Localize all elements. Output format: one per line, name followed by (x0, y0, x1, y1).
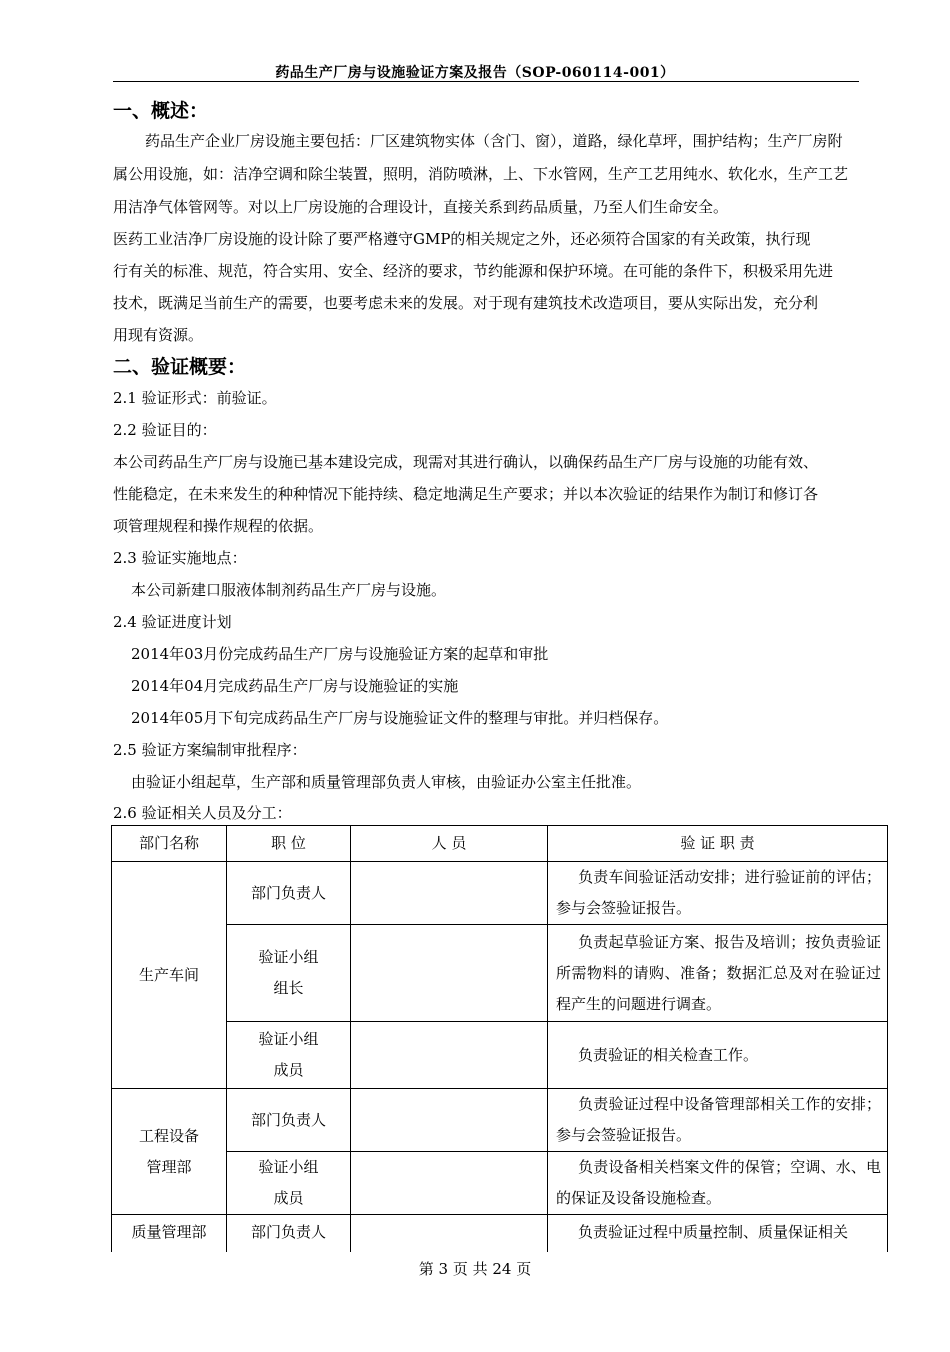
para1-line2: 属公用设施，如：洁净空调和除尘装置，照明，消防喷淋，上、下水管网，生产工艺用纯水、软化水，生产工艺 (113, 165, 849, 183)
s23-line: 2.3 验证实施地点： (113, 549, 247, 567)
dept-line: 管理部 (146, 1157, 192, 1176)
para1-line3: 用洁净气体管网等。对以上厂房设施的合理设计，直接关系到药品质量，乃至人们生命安全。 (113, 198, 729, 216)
s22-text-line3: 项管理规程和操作规程的依据。 (113, 517, 324, 535)
th-position: 职 位 (227, 826, 351, 862)
position-line: 成员 (273, 1061, 304, 1079)
dept-line: 工程设备 (138, 1126, 199, 1145)
s24-item-2: 2014年04月完成药品生产厂房与设施验证的实施 (131, 677, 459, 695)
duty-text: 负责车间验证活动安排；进行验证前的评估；参与会签验证报告。 (556, 868, 881, 917)
dept-production: 生产车间 (112, 862, 227, 1089)
position-cell (227, 1152, 351, 1215)
duty-text: 负责验证的相关检查工作。 (578, 1045, 759, 1064)
s21-line: 2.1 验证形式：前验证。 (113, 389, 277, 407)
duty-text: 负责验证过程中质量控制、质量保证相关 (578, 1223, 849, 1241)
table-row (112, 1022, 888, 1089)
table-header-row (112, 826, 888, 862)
s22-line: 2.2 验证目的： (113, 421, 217, 439)
duty-cell (548, 1152, 888, 1215)
table-row (112, 862, 888, 925)
s25-text: 由验证小组起草，生产部和质量管理部负责人审核，由验证办公室主任批准。 (131, 773, 642, 791)
duty-text: 负责起草验证方案、报告及培训；按负责验证所需物料的请购、准备；数据汇总及对在验证过程产生的问题进行调查。 (556, 932, 881, 1013)
duty-cell (548, 862, 888, 925)
s22-text-line1: 本公司药品生产厂房与设施已基本建设完成，现需对其进行确认，以确保药品生产厂房与设施的功能有效、 (113, 453, 819, 471)
dept-quality: 质量管理部 (112, 1215, 227, 1275)
position-cell (227, 1022, 351, 1089)
header-title: 药品生产厂房与设施验证方案及报告（SOP-060114-001） (275, 65, 675, 81)
para2-line2: 行有关的标准、规范，符合实用、安全、经济的要求，节约能源和保护环境。在可能的条件下，积极采用先进 (113, 262, 834, 280)
position-line: 验证小组 (258, 1030, 319, 1048)
duty-cell (548, 1089, 888, 1152)
position-line: 组长 (273, 979, 304, 997)
position-cell: 部门负责人 (227, 1215, 351, 1275)
table-row (112, 1152, 888, 1215)
s24-item-3: 2014年05月下旬完成药品生产厂房与设施验证文件的整理与审批。并归档保存。 (131, 709, 669, 727)
header-rule (113, 81, 859, 82)
table-row (112, 925, 888, 1022)
s24-item-1: 2014年03月份完成药品生产厂房与设施验证方案的起草和审批 (131, 645, 549, 663)
position-cell (227, 925, 351, 1022)
personnel-cell (351, 1022, 548, 1089)
page-number: 第 3 页 共 24 页 (418, 1260, 532, 1278)
table-row (112, 1089, 888, 1152)
s26-line: 2.6 验证相关人员及分工： (113, 804, 292, 822)
para2-line3: 技术，既满足当前生产的需要，也要考虑未来的发展。对于现有建筑技术改造项目，要从实际出发，充分利 (113, 294, 819, 312)
position-cell: 部门负责人 (227, 1089, 351, 1152)
s24-line: 2.4 验证进度计划 (113, 613, 232, 631)
para2-line4: 用现有资源。 (113, 326, 204, 344)
para1-line1: 药品生产企业厂房设施主要包括：厂区建筑物实体（含门、窗），道路，绿化草坪，围护结构；生产厂房附 (145, 132, 843, 150)
position-line: 成员 (273, 1189, 304, 1207)
dept-engineering (112, 1089, 227, 1215)
duty-table (111, 825, 888, 1275)
th-personnel: 人 员 (351, 826, 548, 862)
duty-cell (548, 1022, 888, 1089)
duty-text: 负责验证过程中设备管理部相关工作的安排；参与会签验证报告。 (556, 1095, 881, 1144)
personnel-cell (351, 925, 548, 1022)
duty-cell (548, 925, 888, 1022)
th-dept: 部门名称 (112, 826, 227, 862)
para2-line1: 医药工业洁净厂房设施的设计除了要严格遵守GMP的相关规定之外，还必须符合国家的有关政策，执行现 (113, 230, 811, 248)
duty-text: 负责设备相关档案文件的保管；空调、水、电的保证及设备设施检查。 (556, 1158, 881, 1207)
personnel-cell (351, 1152, 548, 1215)
s22-text-line2: 性能稳定，在未来发生的种种情况下能持续、稳定地满足生产要求；并以本次验证的结果作为制订和修订各 (113, 485, 819, 503)
section1-heading: 一、概述： (113, 100, 209, 122)
position-cell: 部门负责人 (227, 862, 351, 925)
section2-heading: 二、验证概要： (113, 356, 247, 378)
th-duty: 验 证 职 责 (548, 826, 888, 862)
personnel-cell (351, 1089, 548, 1152)
s23-text: 本公司新建口服液体制剂药品生产厂房与设施。 (131, 581, 447, 599)
personnel-cell (351, 862, 548, 925)
s25-line: 2.5 验证方案编制审批程序： (113, 741, 307, 759)
position-line: 验证小组 (258, 1158, 319, 1176)
position-line: 验证小组 (258, 948, 319, 966)
